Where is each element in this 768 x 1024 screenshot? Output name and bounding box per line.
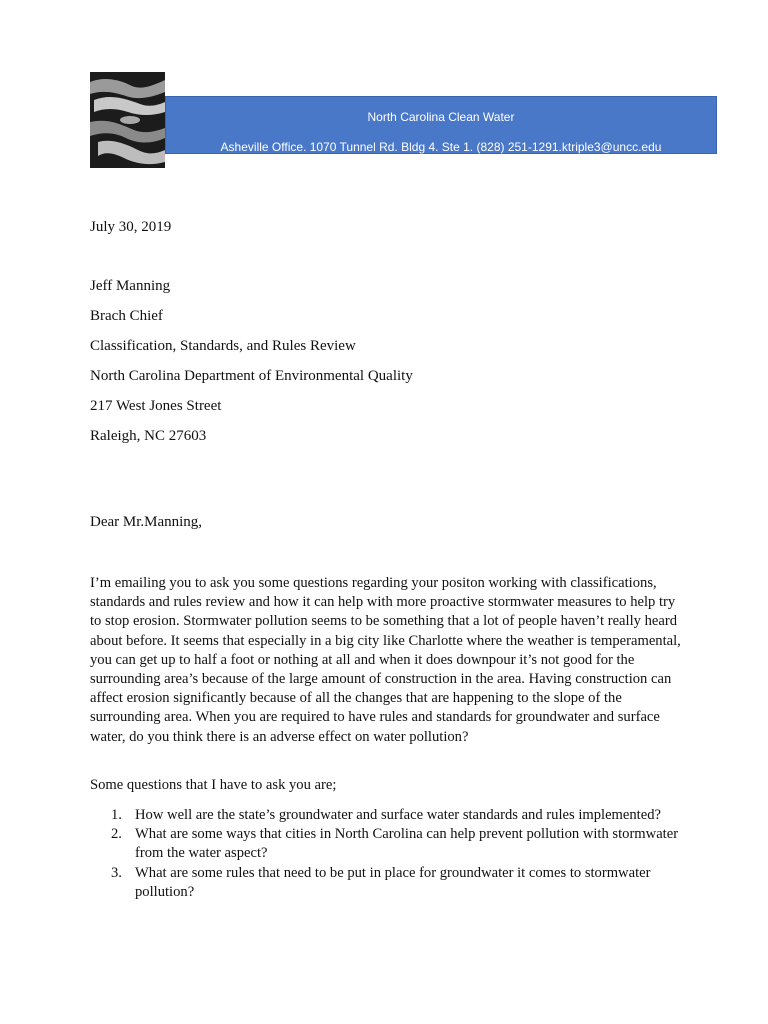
recipient-city: Raleigh, NC 27603 [90, 428, 207, 444]
questions-list [90, 806, 682, 902]
hands-water-logo [90, 72, 165, 168]
letter-date: July 30, 2019 [90, 219, 172, 235]
list-number: 1. [111, 807, 122, 823]
list-item [90, 825, 682, 863]
organization-name: North Carolina Clean Water [367, 110, 515, 124]
recipient-title: Brach Chief [90, 308, 163, 324]
letterhead-banner [165, 96, 717, 154]
recipient-division: Classification, Standards, and Rules Review [90, 338, 356, 354]
recipient-name: Jeff Manning [90, 278, 171, 294]
salutation: Dear Mr.Manning, [90, 514, 203, 530]
recipient-department: North Carolina Department of Environmental Quality [90, 368, 413, 384]
question-text: How well are the state’s groundwater and surface water standards and rules implemented? [135, 807, 661, 823]
recipient-street: 217 West Jones Street [90, 398, 222, 414]
questions-intro: Some questions that I have to ask you are; [90, 777, 337, 793]
body-paragraph: I’m emailing you to ask you some questions regarding your positon working with classifications, standards and rules review and how it can help with more proactive stormwater measures to help try to stop erosion. Stormwater pollution seems to be something that a lot of people haven’t really heard about before. It seems that especially in a big city like Charlotte where the weather is temperamental, you can get up to half a foot or nothing at all and when it does downpour it’s not good for the surrounding area’s because of the large amount of construction in the area. Having construction can affect erosion significantly because of all the changes that are happening to the slope of the surrounding area. When you are required to have rules and standards for groundwater and surface water, do you think there is an adverse effect on water pollution? [90, 575, 681, 745]
list-number: 2. [111, 826, 122, 843]
hands-icon [90, 72, 165, 168]
list-item [90, 806, 682, 825]
question-text: What are some ways that cities in North Carolina can help prevent pollution with stormwater from the water aspect? [135, 826, 679, 862]
list-number: 3. [111, 864, 122, 881]
list-item [90, 864, 682, 902]
organization-contact: Asheville Office. 1070 Tunnel Rd. Bldg 4. Ste 1. (828) 251-1291.ktriple3@uncc.edu [220, 140, 662, 154]
question-text: What are some rules that need to be put in place for groundwater it comes to stormwater pollution? [135, 864, 651, 900]
